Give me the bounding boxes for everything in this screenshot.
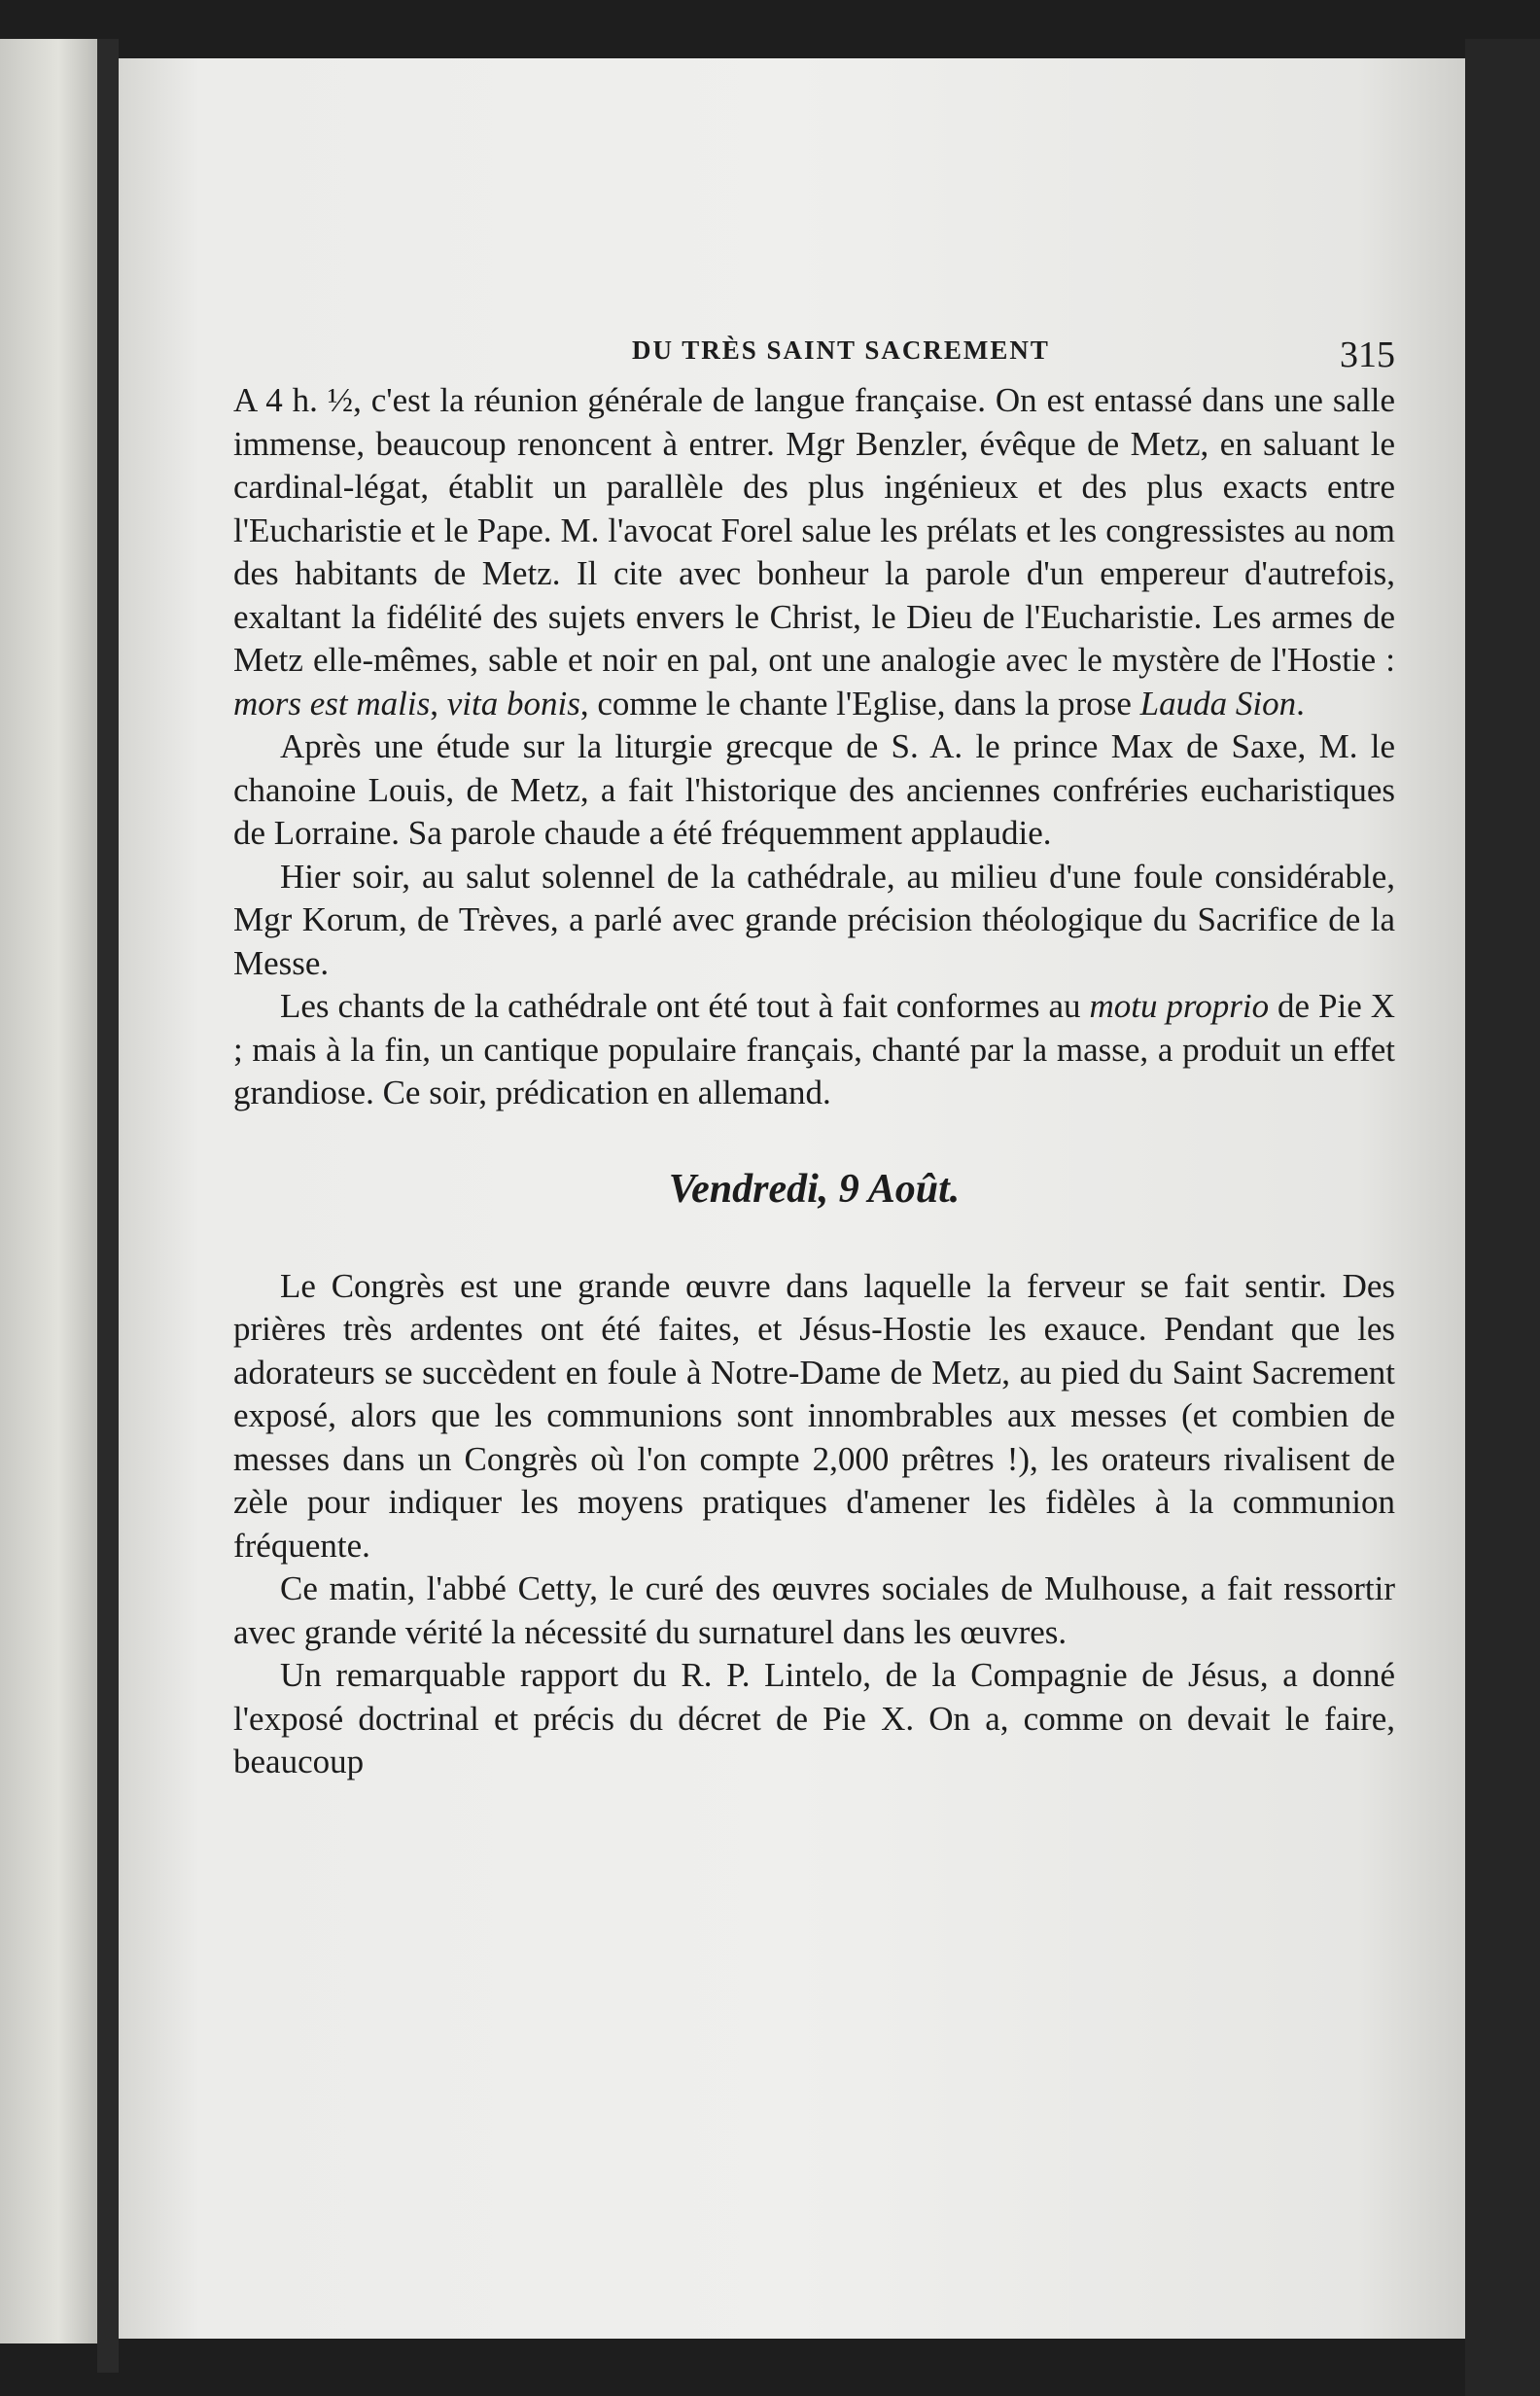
hymn-title: Lauda Sion bbox=[1139, 684, 1297, 722]
body-text bbox=[233, 379, 1395, 1784]
paragraph: Le Congrès est une grande œuvre dans laquelle la ferveur se fait sentir. Des prières très ardentes ont été faites, et Jésus-Hostie les exauce. Pendant que les adorateurs se succèdent en foule à Notre-Dame de Metz, au pied du Saint Sacrement exposé, alors que les communions sont innombrables aux messes (et combien de messes dans un Congrès où l'on compte 2,000 prêtres !), les orateurs rivalisent de zèle pour indiquer les moyens pratiques d'amener les fidèles à la communion fréquente. bbox=[233, 1266, 1395, 1565]
section-heading: Vendredi, 9 Août. bbox=[668, 1166, 961, 1212]
paragraph: A 4 h. ½, c'est la réunion générale de langue française. On est entassé dans une salle immense, beaucoup renoncent à entrer. Mgr Benzler, évêque de Metz, en saluant le cardinal-légat, établit un parallèle des plus ingénieux et des plus exacts entre l'Eucharistie et le Pape. M. l'avocat Forel salue les prélats et les congressistes au nom des habitants de Metz. Il cite avec bonheur la parole d'un empereur d'autrefois, exaltant la fidélité des sujets envers le Christ, le Dieu de l'Eucharistie. Les armes de Metz elle-mêmes, sable et noir en pal, ont une analogie avec le mystère de l'Hostie : mors est malis, vita bonis, comme le chante l'Eglise, dans la prose Lauda Sion. bbox=[233, 381, 1395, 722]
book-page bbox=[119, 58, 1465, 2339]
facing-page-edge bbox=[0, 39, 97, 2343]
latin-quote: vita bonis bbox=[446, 684, 580, 722]
running-head bbox=[233, 277, 1395, 375]
scan-border bbox=[1465, 39, 1540, 2396]
paragraph: Hier soir, au salut solennel de la cathédrale, au milieu d'une foule considérable, Mgr Korum, de Trèves, a parlé avec grande précision théologique du Sacrifice de la Messe. bbox=[233, 857, 1395, 982]
book-gutter bbox=[97, 39, 119, 2373]
text-column bbox=[233, 277, 1395, 1784]
paragraph: Un remarquable rapport du R. P. Lintelo, de la Compagnie de Jésus, a donné l'exposé doctrinal et précis du décret de Pie X. On a, comme on devait le faire, beaucoup bbox=[233, 1656, 1395, 1780]
paragraph: Après une étude sur la liturgie grecque de S. A. le prince Max de Saxe, M. le chanoine Louis, de Metz, a fait l'historique des anciennes confréries eucharistiques de Lorraine. Sa parole chaude a été fréquemment applaudie. bbox=[233, 727, 1395, 852]
paragraph: Ce matin, l'abbé Cetty, le curé des œuvres sociales de Mulhouse, a fait ressortir avec grande vérité la nécessité du surnaturel dans les œuvres. bbox=[233, 1569, 1395, 1651]
running-title: DU TRÈS SAINT SACREMENT bbox=[632, 335, 1050, 365]
latin-term: motu proprio bbox=[1089, 987, 1270, 1025]
page-number: 315 bbox=[1340, 335, 1395, 375]
paragraph: Les chants de la cathédrale ont été tout à fait conformes au motu proprio de Pie X ; mais à la fin, un cantique populaire français, chanté par la masse, a produit un effet grandiose. Ce soir, prédication en allemand. bbox=[233, 987, 1395, 1111]
latin-quote: mors est malis bbox=[233, 684, 431, 722]
